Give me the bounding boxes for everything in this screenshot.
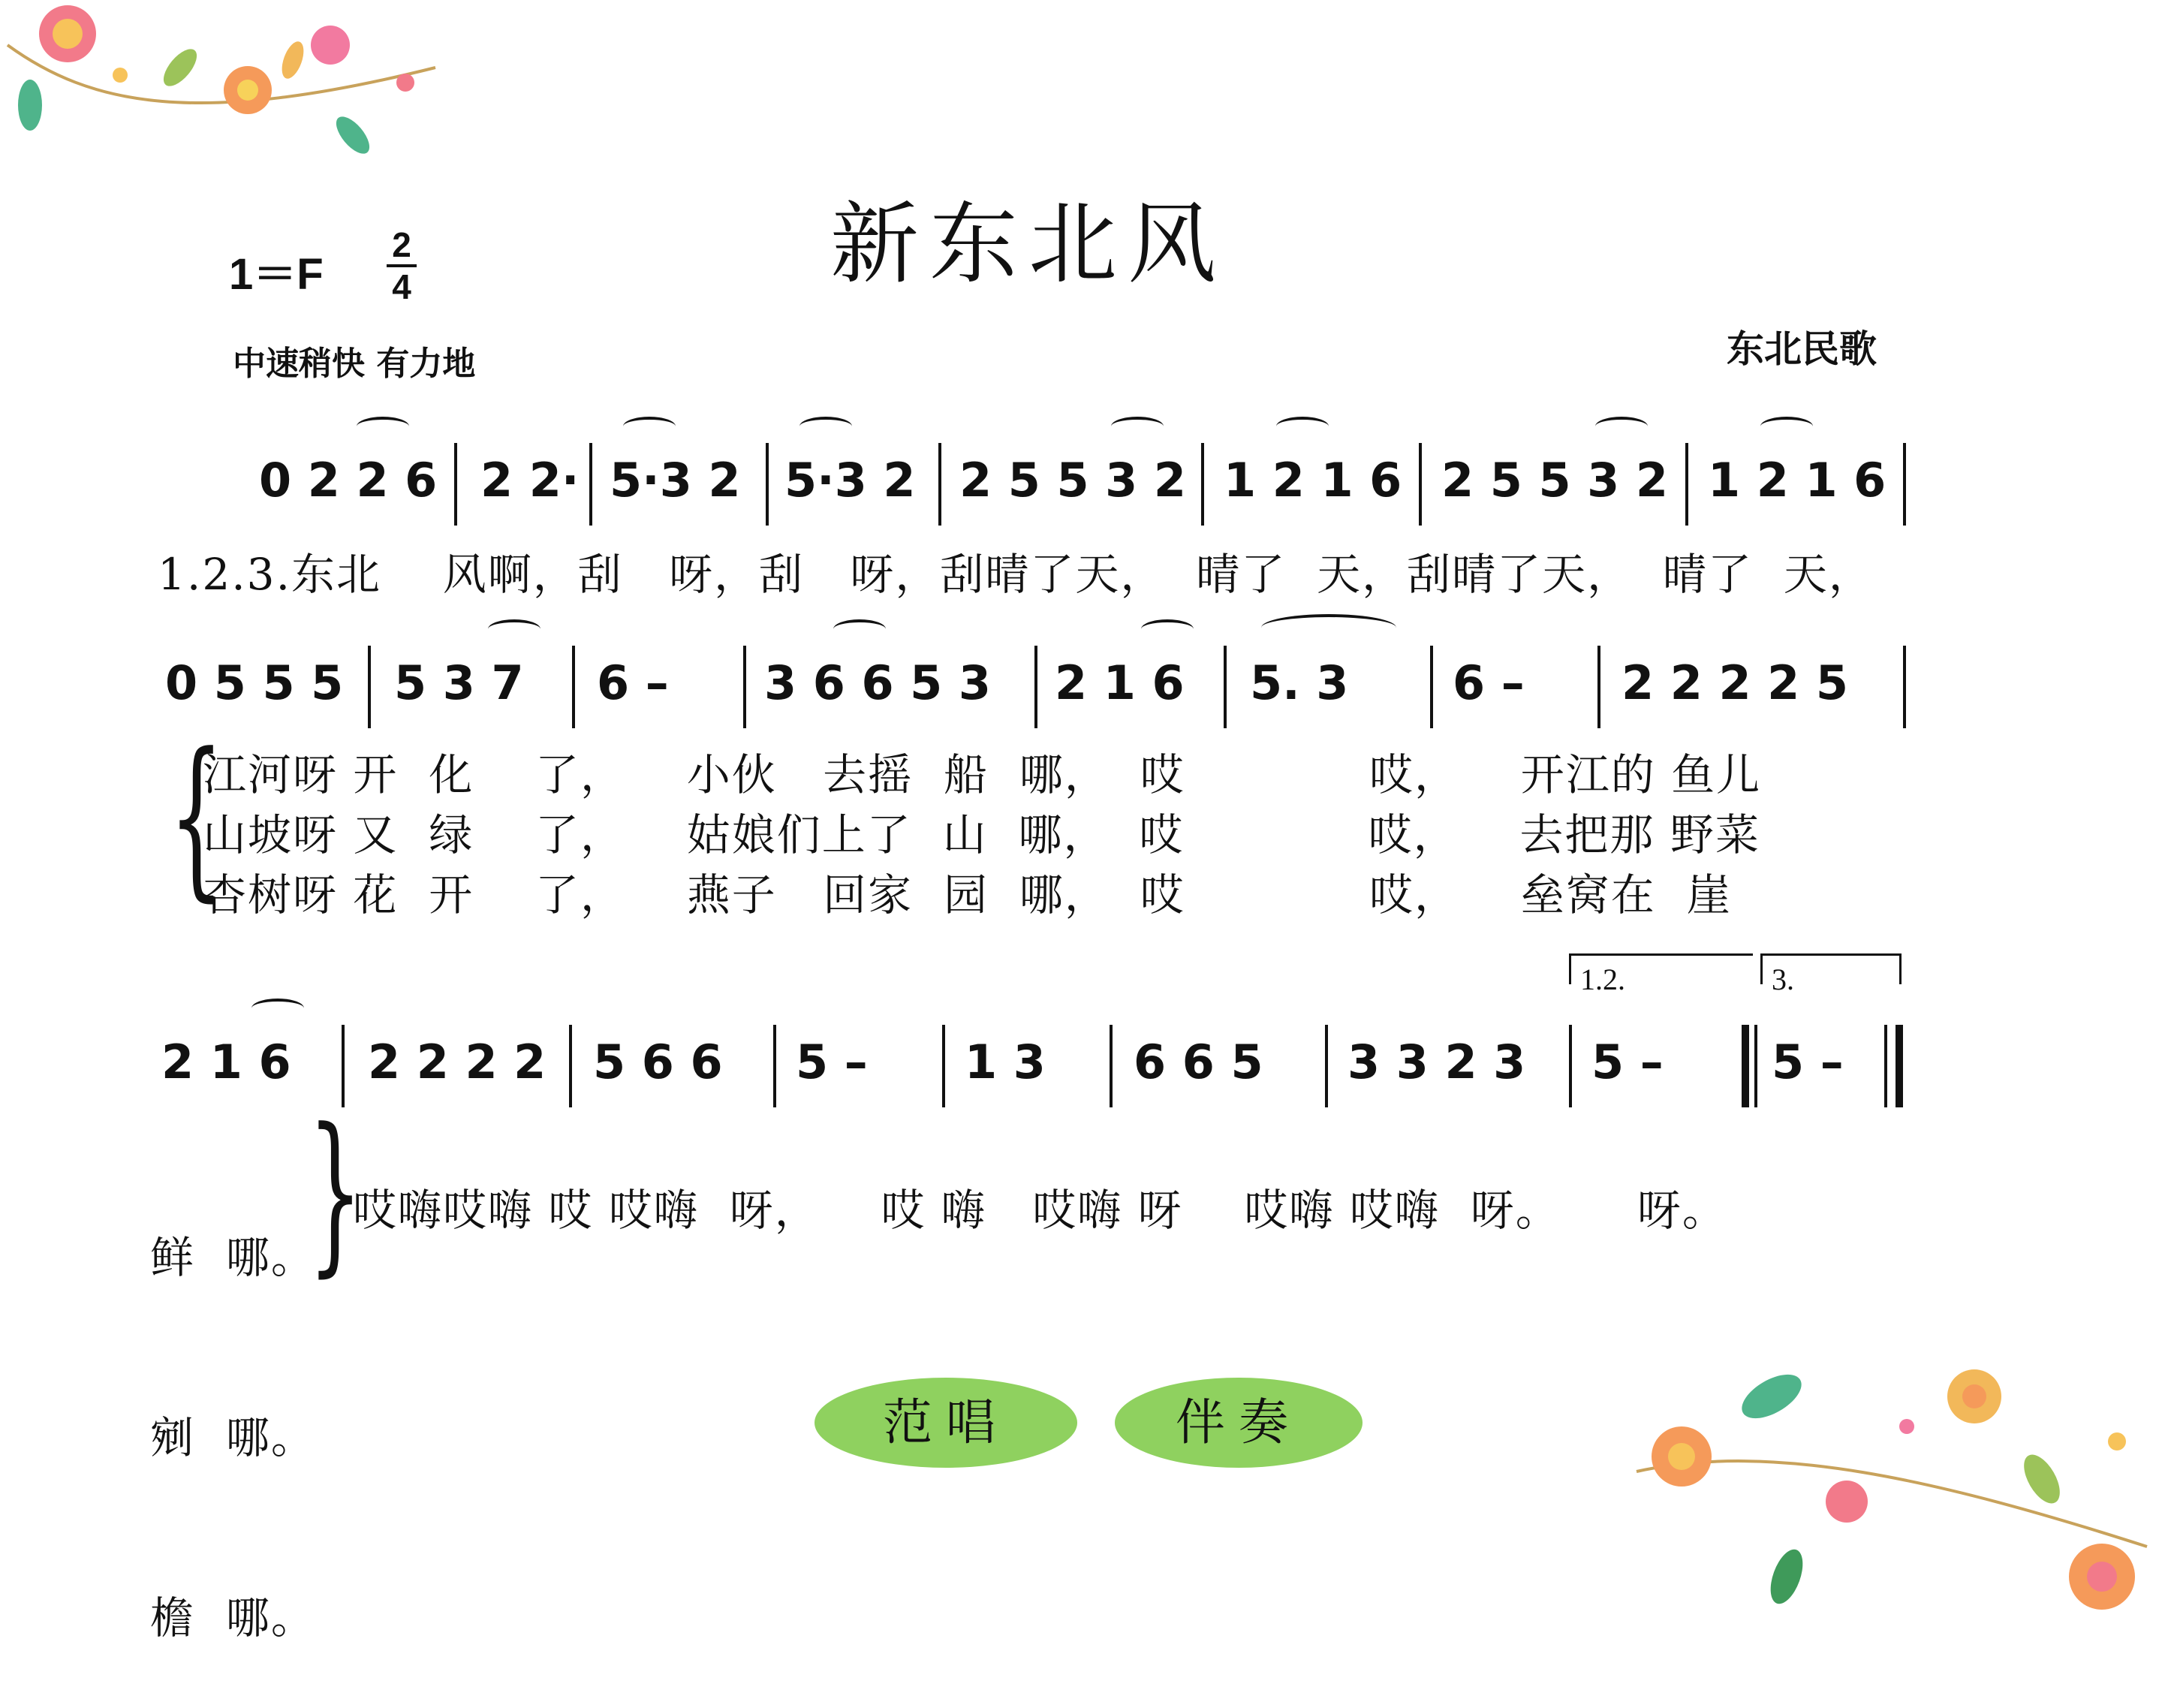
- lyric-verse-2: 山坡呀 又 绿 了， 姑娘们上了 山 哪， 哎 哎， 去把那 野菜: [203, 809, 1760, 860]
- time-signature: [387, 225, 417, 306]
- barline: [766, 443, 769, 526]
- sample-singing-button[interactable]: 范唱: [815, 1378, 1077, 1468]
- barline: [454, 443, 457, 526]
- lyric-ending-1: 鲜 哪。: [150, 1232, 316, 1283]
- measure: 5 3 7: [394, 655, 524, 710]
- slur: [1760, 417, 1813, 436]
- barline: [1685, 443, 1688, 526]
- measure: 3 3 2 3: [1347, 1035, 1526, 1089]
- measure: 1 3: [965, 1035, 1046, 1089]
- measure: 1 2 1 6: [1224, 453, 1402, 508]
- barline: [1569, 1025, 1572, 1107]
- staff-line-1: [0, 435, 2162, 526]
- slur: [357, 417, 409, 436]
- measure: 5 –: [1772, 1035, 1844, 1089]
- barline: [1884, 1025, 1887, 1107]
- lyric-line-3b: 哎嗨哎嗨 哎 哎嗨 呀， 哎 嗨 哎嗨 呀 哎嗨 哎嗨 呀。 呀。: [353, 1185, 1727, 1236]
- barline: [743, 646, 746, 728]
- barline: [1034, 646, 1037, 728]
- measure: 5 6 6: [593, 1035, 723, 1089]
- slur: [488, 619, 540, 639]
- measure: 3 6 6 5 3: [764, 655, 992, 710]
- measure: 5·3 2: [784, 453, 916, 508]
- barline: [1430, 646, 1433, 728]
- final-barline: [1896, 1025, 1903, 1107]
- song-title: 新东北风: [830, 192, 1227, 296]
- barline: [1110, 1025, 1113, 1107]
- measure: 2 5 5 3 2: [959, 453, 1187, 508]
- barline: [1903, 443, 1906, 526]
- lyric-ending-3: 檐 哪。: [150, 1592, 316, 1643]
- barline: [1224, 646, 1227, 728]
- barline: [589, 443, 592, 526]
- lyric-ending-2: 剜 哪。: [150, 1412, 316, 1463]
- slur: [1141, 619, 1194, 639]
- lyric-line-1: 1.2.3.东北 风啊，刮 呀，刮 呀，刮晴了天， 晴了 天，刮晴了天， 晴了 天，: [158, 549, 1874, 600]
- composer: 东北民歌: [1727, 327, 1877, 371]
- flower-icon: [1622, 1351, 2162, 1622]
- measure: 6 6 5: [1134, 1035, 1263, 1089]
- verse-bracket: {: [169, 717, 224, 917]
- flower-icon: [0, 0, 450, 188]
- slur: [623, 417, 676, 436]
- key-signature: 1＝F: [229, 250, 324, 299]
- staff-line-2: [0, 638, 2162, 728]
- measure: 5. 3: [1250, 655, 1349, 710]
- barline: [1597, 646, 1600, 728]
- slur: [799, 417, 852, 436]
- measure: 2 1 6: [161, 1035, 291, 1089]
- measure: 2 2 2 2 5: [1622, 655, 1849, 710]
- measure: 5 –: [1591, 1035, 1664, 1089]
- barline: [1325, 1025, 1328, 1107]
- barline: [1903, 646, 1906, 728]
- barline: [938, 443, 941, 526]
- barline: [942, 1025, 945, 1107]
- slur: [1111, 417, 1164, 436]
- measure: 6 –: [1453, 655, 1525, 710]
- barline: [1754, 1025, 1757, 1107]
- slur: [833, 619, 886, 639]
- measure: 1 2 1 6: [1708, 453, 1886, 508]
- measure: 5·3 2: [610, 453, 741, 508]
- time-signature-top: 2: [392, 225, 411, 264]
- slur: [251, 999, 304, 1018]
- repeat-barline: [1742, 1025, 1749, 1107]
- measure: 2 2 2 2: [368, 1035, 547, 1089]
- slur: [1276, 417, 1329, 436]
- accompaniment-button[interactable]: 伴奏: [1115, 1378, 1363, 1468]
- barline: [572, 646, 575, 728]
- lyric-verse-1: 江河呀 开 化 了， 小伙 去摇 船 哪， 哎 哎， 开江的 鱼儿: [203, 749, 1762, 800]
- lyric-verse-3: 杏树呀 花 开 了， 燕子 回家 园 哪， 哎 哎， 垒窝在 崖: [203, 869, 1732, 920]
- time-signature-bottom: 4: [392, 267, 411, 306]
- volta-1: 1.2.: [1569, 953, 1753, 984]
- barline: [1201, 443, 1204, 526]
- measure: 2 5 5 3 2: [1441, 453, 1669, 508]
- tempo-marking: 中速稍快 有力地: [233, 345, 476, 383]
- slur: [1595, 417, 1648, 436]
- verse-bracket-close: }: [308, 1092, 363, 1293]
- measure: 0 2 2 6: [259, 453, 438, 508]
- barline: [569, 1025, 572, 1107]
- measure: 0 5 5 5: [165, 655, 344, 710]
- measure: 2 2·: [480, 453, 580, 508]
- barline: [1419, 443, 1422, 526]
- measure: 6 –: [597, 655, 669, 710]
- volta-2: 3.: [1760, 953, 1902, 984]
- barline: [368, 646, 371, 728]
- tie: [1261, 614, 1396, 641]
- barline: [773, 1025, 776, 1107]
- measure: 2 1 6: [1055, 655, 1185, 710]
- lyric-line-3a: [150, 1107, 316, 1708]
- measure: 5 –: [796, 1035, 868, 1089]
